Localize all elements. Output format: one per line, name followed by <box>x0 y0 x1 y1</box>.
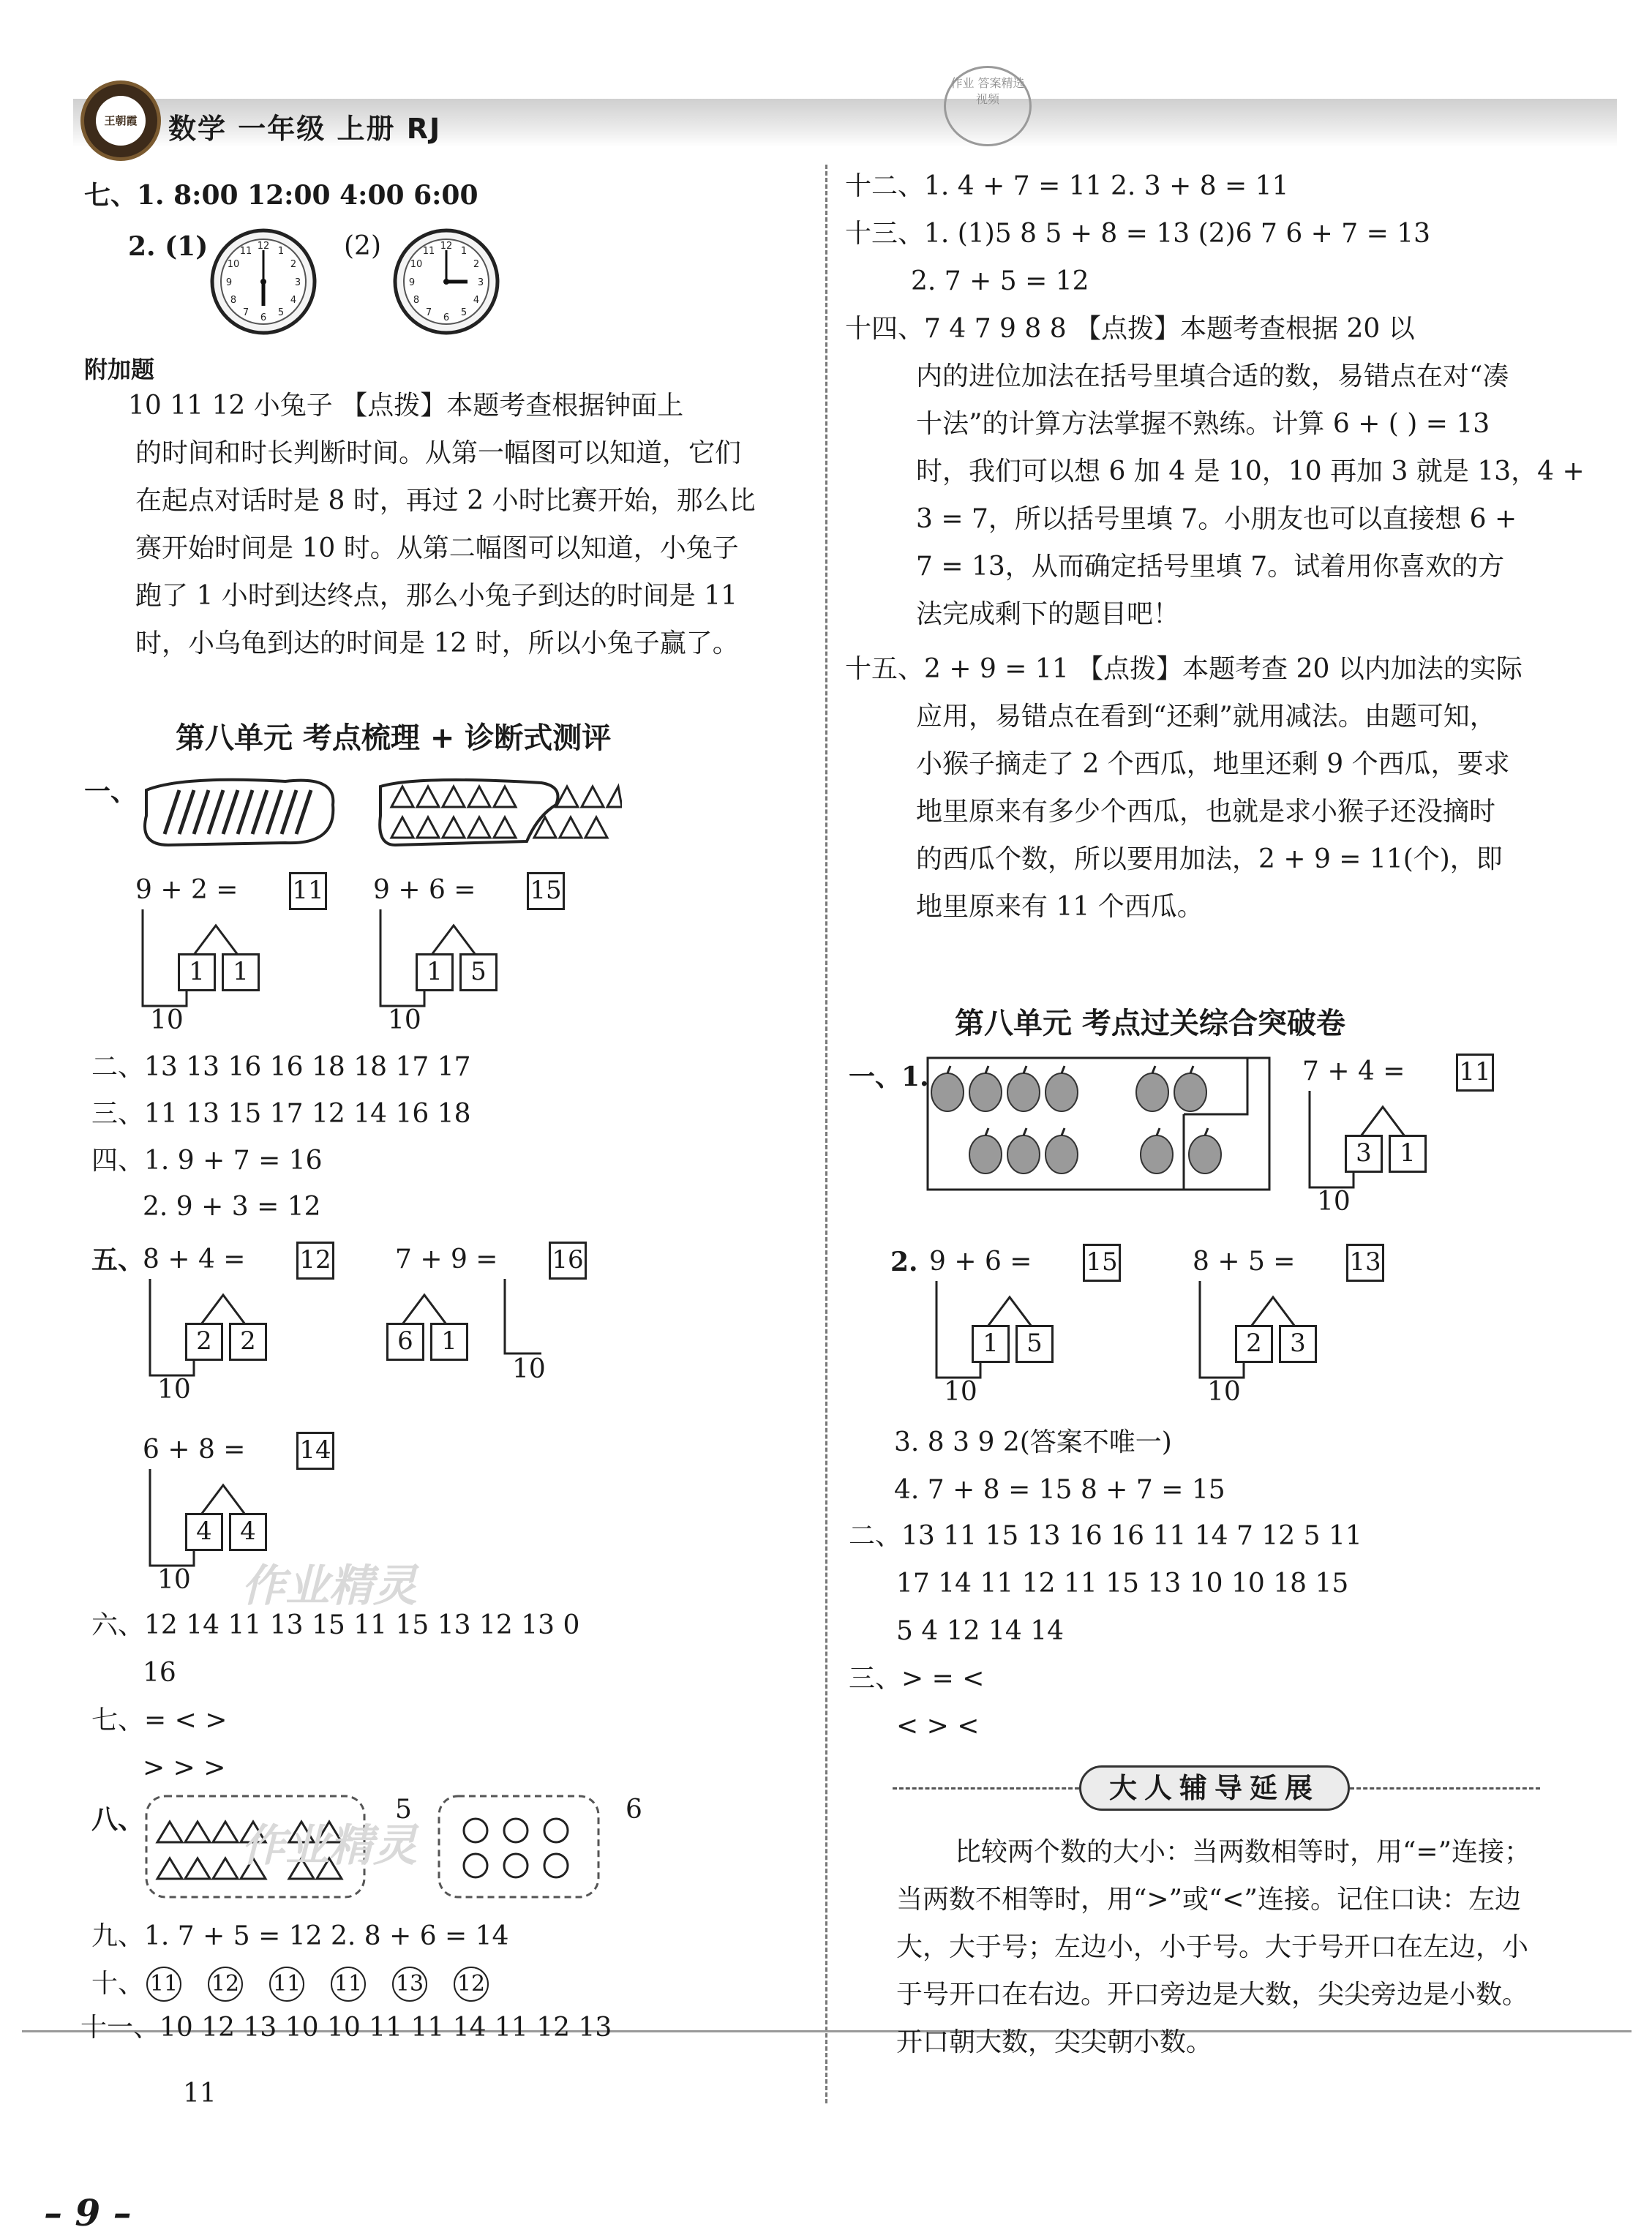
q8-answer-6: 6 <box>626 1795 642 1825</box>
split-box: 6 <box>386 1323 424 1361</box>
bonus-line-4: 赛开始时间是 10 时。从第二幅图可以知道，小兔子 <box>135 533 739 563</box>
answer-box: 16 <box>549 1242 587 1280</box>
q3-answers: 三、11 13 15 17 12 14 16 18 <box>91 1099 471 1129</box>
circled-number: 12 <box>454 1967 489 2002</box>
unit8-title-left: 第八单元 考点梳理 + 诊断式测评 <box>176 721 612 755</box>
ten-label: 10 <box>512 1354 546 1384</box>
svg-text:11: 11 <box>422 246 435 257</box>
q10-circled-answers <box>146 1967 515 2002</box>
q14-line-7: 法完成剩下的题目吧！ <box>916 599 1180 629</box>
r-q2-line-1: 二、13 11 15 13 16 16 11 14 7 12 5 11 <box>849 1521 1362 1551</box>
split-box: 1 <box>222 953 260 991</box>
publisher-logo <box>80 80 161 161</box>
svg-text:4: 4 <box>473 295 480 306</box>
svg-text:10: 10 <box>410 259 423 270</box>
svg-text:5: 5 <box>460 307 468 318</box>
r-q3-line-2: < > < <box>896 1711 980 1741</box>
watermark-1: 作业精灵 <box>241 1561 417 1612</box>
svg-text:1: 1 <box>460 246 468 257</box>
sticks-group-picture <box>139 776 344 849</box>
clock-6-oclock <box>209 227 318 337</box>
split-box: 5 <box>459 953 498 991</box>
svg-text:11: 11 <box>239 246 252 257</box>
answer-box: 15 <box>527 872 565 910</box>
page-number: – 9 – <box>44 2191 132 2234</box>
split-box: 2 <box>229 1323 267 1361</box>
q15-line-3: 小猴子摘走了 2 个西瓜，地里还剩 9 个西瓜，要求 <box>916 749 1510 779</box>
r2-label: 2. <box>890 1247 918 1277</box>
ten-label: 10 <box>1317 1187 1351 1217</box>
q8-circles-picture <box>435 1792 604 1902</box>
ten-label: 10 <box>1207 1377 1241 1407</box>
svg-text:12: 12 <box>440 241 453 252</box>
answer-box: 11 <box>289 872 327 910</box>
bonus-line-2: 的时间和时长判断时间。从第一幅图可以知道，它们 <box>135 438 742 468</box>
q4-1-answer: 四、1. 9 + 7 = 16 <box>91 1146 323 1176</box>
svg-text:9: 9 <box>225 277 233 288</box>
tip-line-4: 于号开口在右边。开口旁边是大数，尖尖旁边是小数。 <box>896 1980 1529 2010</box>
equation-text: 9 + 6 = <box>373 875 476 905</box>
svg-text:10: 10 <box>227 259 240 270</box>
bonus-line-3: 在起点对话时是 8 时，再过 2 小时比赛开始，那么比 <box>135 486 756 516</box>
r3-answer: 3. 8 3 9 2(答案不唯一) <box>894 1427 1172 1457</box>
split-box: 1 <box>972 1325 1010 1363</box>
q2-answers: 二、13 13 16 16 18 18 17 17 <box>91 1052 471 1082</box>
equation-text: 7 + 4 = <box>1302 1056 1405 1086</box>
equation-text: 7 + 9 = <box>395 1244 498 1274</box>
split-box: 3 <box>1279 1325 1317 1363</box>
split-box: 3 <box>1345 1135 1383 1173</box>
r2-eq2-diagram <box>1193 1246 1427 1407</box>
q14-line-4: 时，我们可以想 6 加 4 是 10，10 再加 3 就是 13，4 + <box>916 457 1585 487</box>
split-box: 2 <box>185 1323 223 1361</box>
split-box: 1 <box>430 1323 468 1361</box>
svg-text:8: 8 <box>413 295 420 306</box>
pears-picture <box>926 1056 1273 1195</box>
tip-line-5: 开口朝大数，尖尖朝小数。 <box>896 2027 1213 2057</box>
q1-eq1-diagram <box>135 874 369 1035</box>
q8-label: 八、 <box>91 1804 145 1835</box>
q14-line-6: 7 = 13，从而确定括号里填 7。试着用你喜欢的方 <box>916 552 1505 582</box>
banner-line-right <box>1350 1787 1540 1790</box>
svg-text:3: 3 <box>477 277 484 288</box>
circled-number: 11 <box>331 1967 366 2002</box>
r-q2-line-2: 17 14 11 12 11 15 13 10 10 18 15 <box>896 1569 1349 1599</box>
r1-eq1-diagram <box>1302 1056 1536 1217</box>
q15-line-4: 地里原来有多少个西瓜，也就是求小猴子还没摘时 <box>916 797 1496 827</box>
r4-answer: 4. 7 + 8 = 15 8 + 7 = 15 <box>894 1475 1225 1505</box>
q7-2-label: 2. (1) <box>128 231 209 262</box>
bonus-line-6: 时，小乌龟到达的时间是 12 时，所以小兔子赢了。 <box>135 628 739 658</box>
circled-number: 11 <box>269 1967 304 2002</box>
answer-box: 14 <box>296 1432 334 1470</box>
svg-text:2: 2 <box>473 259 480 270</box>
r-q3-line-1: 三、> = < <box>849 1664 985 1694</box>
split-box: 1 <box>416 953 454 991</box>
banner-line-left <box>893 1787 1079 1790</box>
q1-eq2-diagram <box>373 874 607 1035</box>
svg-text:6: 6 <box>443 312 450 323</box>
unit8-title-right: 第八单元 考点过关综合突破卷 <box>955 1007 1345 1040</box>
circled-number: 13 <box>392 1967 427 2002</box>
q4-2-answer: 2. 9 + 3 = 12 <box>143 1192 321 1222</box>
q1-label: 一、 <box>84 776 138 807</box>
column-divider <box>825 165 827 2103</box>
equation-text: 6 + 8 = <box>143 1435 246 1465</box>
answer-box: 13 <box>1346 1244 1384 1282</box>
r-q2-line-3: 5 4 12 14 14 <box>896 1616 1065 1646</box>
circled-number: 11 <box>146 1967 181 2002</box>
split-box: 5 <box>1015 1325 1054 1363</box>
svg-text:5: 5 <box>277 307 285 318</box>
ten-label: 10 <box>388 1005 421 1035</box>
q6-line-1: 六、12 14 11 13 15 11 15 13 12 13 0 <box>91 1610 580 1640</box>
split-box: 1 <box>178 953 216 991</box>
q15-line-2: 应用，易错点在看到“还剩”就用减法。由题可知， <box>916 702 1496 732</box>
triangles-group-picture <box>373 772 622 852</box>
equation-text: 8 + 5 = <box>1193 1247 1296 1277</box>
q10-label: 十、 <box>91 1969 145 1999</box>
ten-label: 10 <box>157 1565 191 1595</box>
tip-line-3: 大，大于号；左边小，小于号。大于号开口在左边，小 <box>896 1932 1529 1962</box>
q5-label: 五、 <box>91 1244 145 1275</box>
q6-line-2: 16 <box>143 1658 176 1688</box>
q14-line-2: 内的进位加法在括号里填合适的数，易错点在对“凑 <box>916 361 1509 391</box>
bonus-title: 附加题 <box>84 356 155 383</box>
q5-eq1-diagram <box>143 1244 377 1405</box>
tip-banner: 大人辅导延展 <box>1079 1765 1350 1811</box>
split-box: 1 <box>1389 1135 1427 1173</box>
svg-text:7: 7 <box>242 307 249 318</box>
q9-answers: 九、1. 7 + 5 = 12 2. 8 + 6 = 14 <box>91 1921 509 1951</box>
logo-text: 王朝霞 <box>96 96 146 146</box>
q11-line-1: 十一、10 12 13 10 10 11 11 14 11 12 13 <box>80 2013 612 2043</box>
svg-text:1: 1 <box>277 246 285 257</box>
q13-1-answers: 十三、1. (1)5 8 5 + 8 = 13 (2)6 7 6 + 7 = 13 <box>845 219 1431 249</box>
equation-text: 9 + 2 = <box>135 875 239 905</box>
q7-1-answer: 七、1. 8:00 12:00 4:00 6:00 <box>84 180 478 211</box>
svg-text:6: 6 <box>260 312 267 323</box>
q14-line-3: 十法”的计算方法掌握不熟练。计算 6 + ( ) = 13 <box>916 409 1490 439</box>
ten-label: 10 <box>157 1375 191 1405</box>
r2-eq1-diagram <box>929 1246 1163 1407</box>
q7-line-2: > > > <box>143 1753 226 1783</box>
answer-box: 11 <box>1456 1054 1494 1092</box>
q14-line-5: 3 = 7，所以括号里填 7。小朋友也可以直接想 6 + <box>916 504 1517 534</box>
q11-line-2: 11 <box>183 2079 217 2109</box>
split-box: 4 <box>185 1513 223 1551</box>
svg-text:3: 3 <box>294 277 301 288</box>
q8-answer-5: 5 <box>395 1795 412 1825</box>
bonus-line-1: 10 11 12 小兔子 【点拨】本题考查根据钟面上 <box>128 391 684 421</box>
bonus-line-5: 跑了 1 小时到达终点，那么小兔子到达的时间是 11 <box>135 581 738 611</box>
answer-box: 15 <box>1083 1244 1121 1282</box>
q15-line-5: 的西瓜个数，所以要用加法，2 + 9 = 11(个)，即 <box>916 844 1503 874</box>
svg-text:7: 7 <box>425 307 432 318</box>
q7-line-1: 七、= < > <box>91 1705 228 1735</box>
answer-box: 12 <box>296 1242 334 1280</box>
q12-answers: 十二、1. 4 + 7 = 11 2. 3 + 8 = 11 <box>845 171 1289 201</box>
circled-number: 12 <box>208 1967 243 2002</box>
tip-line-1: 比较两个数的大小：当两数相等时，用“=”连接； <box>955 1837 1531 1867</box>
header-title: 数学 一年级 上册 RJ <box>168 113 442 145</box>
svg-text:9: 9 <box>408 277 416 288</box>
split-box: 2 <box>1235 1325 1273 1363</box>
clock-3-oclock <box>391 227 501 337</box>
watermark-2: 作业精灵 <box>241 1820 417 1871</box>
svg-text:8: 8 <box>230 295 237 306</box>
q15-line-1: 十五、2 + 9 = 11 【点拨】本题考查 20 以内加法的实际 <box>845 654 1523 684</box>
ten-label: 10 <box>944 1377 977 1407</box>
q7-2-label2: (2) <box>344 231 381 261</box>
tip-line-2: 当两数不相等时，用“>”或“<”连接。记住口诀：左边 <box>896 1885 1521 1915</box>
stamp-watermark: 作业 答案精选 视频 <box>944 66 1032 146</box>
svg-text:12: 12 <box>257 241 270 252</box>
q5-eq2-diagram <box>395 1244 629 1397</box>
split-box: 4 <box>229 1513 267 1551</box>
equation-text: 9 + 6 = <box>929 1247 1032 1277</box>
q14-line-1: 十四、7 4 7 9 8 8 【点拨】本题考查根据 20 以 <box>845 314 1415 344</box>
svg-text:4: 4 <box>290 295 297 306</box>
r1-label: 一、1. <box>849 1062 929 1092</box>
svg-text:2: 2 <box>290 259 297 270</box>
q15-line-6: 地里原来有 11 个西瓜。 <box>916 892 1204 922</box>
q13-2-answer: 2. 7 + 5 = 12 <box>911 266 1089 296</box>
ten-label: 10 <box>150 1005 184 1035</box>
equation-text: 8 + 4 = <box>143 1244 246 1274</box>
